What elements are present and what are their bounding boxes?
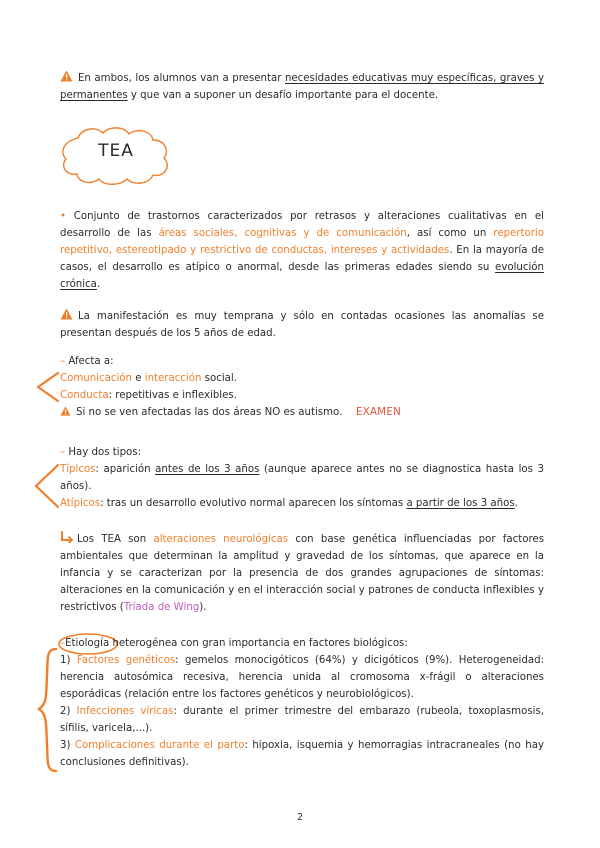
- page-number: 2: [296, 812, 304, 823]
- warning-icon: [60, 406, 71, 416]
- afecta-heading: – Afecta a:: [60, 356, 114, 367]
- warning-icon: [60, 308, 73, 320]
- factor-parto: 3) Complicaciones durante el parto: hipoxia, isquemia y hemorragias intracraneales (no hay conclusiones definitivas).: [60, 740, 544, 768]
- factor-infecciones: 2) Infecciones víricas: durante el primer trimestre del embarazo (rubeola, toxoplasmosis, sífilis, varicela,...).: [60, 706, 544, 734]
- tea-definition: • Conjunto de trastornos caracterizados por retrasos y alteraciones cualitativas en el desarrollo de las áreas sociales, cognitivas y de comunicación, así como un repertorio repetitivo, estereotipado y restrictivo de conductas, intereses y actividades. En la mayoría de casos, el desarrollo es atípico o anormal, desde las primeras edades siendo su evolución crónica.: [60, 211, 544, 290]
- afecta-note: Si no se ven afectadas las dos áreas NO es autismo.: [60, 404, 342, 421]
- warning-icon: [60, 70, 73, 82]
- tipos-heading: – Hay dos tipos:: [60, 447, 142, 458]
- atipicos-line: Atípicos: tras un desarrollo evolutivo normal aparecen los síntomas a partir de los 3 años.: [60, 498, 518, 509]
- intro-paragraph: En ambos, los alumnos van a presentar necesidades educativas muy específicas, graves y permanentes y que van a suponer un desafío importante para el docente.: [60, 70, 544, 104]
- cloud-title: TEA: [98, 141, 134, 161]
- tea-paragraph: Los TEA son alteraciones neurológicas con base genética influenciadas por factores ambientales que determinan la amplitud y gravedad de los síntomas, que aparece en la infancia y se caracterizan por la presencia de dos grandes agrupaciones de síntomas: alteraciones en la comunicación y en el interacción social y patrones de conducta inflexibles y restrictivos (Tríada de Wing).: [60, 531, 544, 616]
- bracket-left: [34, 370, 60, 404]
- arrow-return-icon: [60, 531, 74, 543]
- tipicos-line: Típicos: aparición antes de los 3 años (aunque aparece antes no se diagnostica hasta los 3 años).: [60, 464, 544, 492]
- bullet-dash: –: [60, 447, 66, 458]
- bullet-dash: –: [60, 638, 66, 649]
- curly-brace: [36, 646, 58, 774]
- bullet-dash: –: [60, 356, 66, 367]
- etiologia-heading: –Etiología heterogénea con gran importancia en factores biológicos:: [60, 638, 408, 649]
- factor-genetico: 1) Factores genéticos: gemelos monocigóticos (64%) y dicigóticos (9%). Heterogeneidad: herencia autosómica recesiva, herencia unida al cromosoma x-frágil o alteraciones esporádicas (relación entre los factores genéticos y neurobiológicos).: [60, 655, 544, 700]
- afecta-line-2: Conducta: repetitivas e inflexibles.: [60, 390, 237, 401]
- bullet-dot: •: [60, 211, 67, 222]
- afecta-line-1: Comunicación e interacción social.: [60, 373, 237, 384]
- bracket-left: [32, 462, 60, 510]
- etiologia-label: Etiología: [65, 638, 110, 649]
- manifestacion-paragraph: La manifestación es muy temprana y sólo en contadas ocasiones las anomalías se presentan después de los 5 años de edad.: [60, 308, 544, 342]
- exam-label: EXAMEN: [356, 407, 402, 418]
